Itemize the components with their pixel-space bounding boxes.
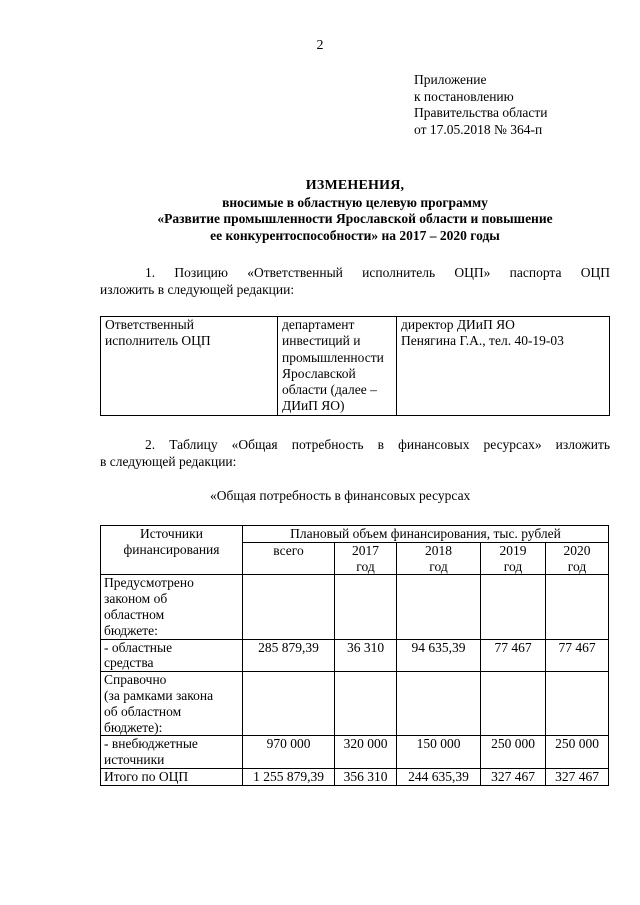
appendix-line: к постановлению: [414, 88, 514, 104]
value-cell: 77 467: [546, 639, 609, 672]
value-cell: 244 635,39: [397, 768, 481, 785]
cell-line: (за рамками закона: [104, 687, 214, 703]
header-plan-cell: Плановый объем финансирования, тыс. рублей: [243, 526, 609, 543]
table-row: [101, 672, 609, 736]
table-cell: [397, 672, 481, 736]
table-cell: [397, 575, 481, 639]
header-year-unit: год: [503, 558, 523, 574]
cell-line: Предусмотрено: [104, 575, 194, 591]
finance-table: [100, 525, 609, 786]
cell-line: области (далее –: [282, 382, 377, 398]
header-year: 2017: [352, 542, 379, 558]
table-cell: [243, 575, 335, 639]
value-cell: 36 310: [335, 639, 397, 672]
document-title: [100, 178, 610, 244]
table-title: «Общая потребность в финансовых ресурсах: [210, 488, 471, 503]
cell-line: источники: [104, 752, 165, 768]
cell-line: Справочно: [104, 672, 167, 688]
page-number: 2: [316, 38, 324, 53]
value-cell: 150 000: [397, 736, 481, 769]
header-year-unit: год: [567, 558, 587, 574]
cell-line: - внебюджетные: [104, 736, 198, 752]
value-cell: 77 467: [481, 639, 546, 672]
header-year: 2019: [499, 542, 527, 558]
paragraph-item-1: [100, 264, 610, 298]
paragraph-line: в следующей редакции:: [100, 454, 237, 469]
header-year: 2018: [425, 542, 452, 558]
header-year-cell: [397, 542, 481, 575]
table-cell: [546, 672, 609, 736]
table-cell: [481, 575, 546, 639]
cell-line: об областном: [104, 703, 182, 719]
cell-line: директор ДИиП ЯО: [401, 317, 515, 332]
value-cell: 327 467: [481, 768, 546, 785]
table-row-total: [101, 768, 609, 785]
header-year-cell: [481, 542, 546, 575]
title-line: «Развитие промышленности Ярославской области и повышение: [157, 211, 553, 227]
cell-line: бюджете:: [104, 622, 158, 638]
paragraph-line: 2. Таблицу «Общая потребность в финансовых ресурсах» изложить: [145, 437, 610, 452]
header-year-cell: [546, 542, 609, 575]
value-cell: 320 000: [335, 736, 397, 769]
cell-line: Ответственный: [105, 317, 194, 332]
appendix-line: Правительства области: [414, 105, 548, 120]
value-cell: 94 635,39: [397, 639, 481, 672]
title-line: вносимые в областную целевую программу: [222, 194, 488, 210]
cell-line: Ярославской: [282, 365, 356, 381]
table-row: [101, 639, 609, 672]
paragraph-line: изложить в следующей редакции:: [100, 282, 295, 297]
cell-line: департамент: [282, 317, 355, 332]
header-line: финансирования: [123, 541, 220, 557]
header-year-cell: [335, 542, 397, 575]
cell-line: бюджете):: [104, 719, 163, 735]
table-cell: [278, 317, 397, 416]
cell-line: - областные: [104, 639, 173, 655]
table-row: [101, 317, 610, 416]
table-cell: [335, 672, 397, 736]
value-cell: 250 000: [546, 736, 609, 769]
paragraph-line: 1. Позицию «Ответственный исполнитель ОЦП» паспорта ОЦП: [145, 265, 610, 280]
row-label-cell: Итого по ОЦП: [101, 768, 243, 785]
cell-line: инвестиций и: [282, 333, 361, 349]
header-total-cell: всего: [243, 542, 335, 575]
header-year: 2020: [563, 542, 591, 558]
table-cell: [397, 317, 610, 416]
value-cell-total: 970 000: [243, 736, 335, 769]
appendix-line: Приложение: [414, 72, 487, 87]
value-cell-total: 1 255 879,39: [243, 768, 335, 785]
appendix-header: [414, 72, 547, 138]
header-source-cell: [101, 526, 243, 575]
table-cell: [546, 575, 609, 639]
value-cell: 356 310: [335, 768, 397, 785]
cell-line: законом об: [104, 591, 168, 607]
header-year-unit: год: [429, 558, 448, 574]
value-cell-total: 285 879,39: [243, 639, 335, 672]
table-row: [101, 736, 609, 769]
cell-line: Пенягина Г.А., тел. 40-19-03: [401, 333, 564, 349]
title-main: ИЗМЕНЕНИЯ,: [305, 178, 405, 193]
cell-line: ДИиП ЯО): [282, 398, 345, 414]
cell-line: промышленности: [282, 349, 384, 365]
cell-line: исполнитель ОЦП: [105, 333, 211, 349]
table-cell: [101, 317, 278, 416]
section-label-cell: [101, 672, 243, 736]
value-cell: 327 467: [546, 768, 609, 785]
row-label-cell: [101, 639, 243, 672]
responsible-executor-table: [100, 316, 610, 416]
value-cell: 250 000: [481, 736, 546, 769]
table-cell: [243, 672, 335, 736]
header-line: Источники: [140, 526, 203, 541]
section-label-cell: [101, 575, 243, 639]
appendix-line: от 17.05.2018 № 364-п: [414, 121, 543, 137]
table-cell: [481, 672, 546, 736]
table-cell: [335, 575, 397, 639]
table-row: [101, 575, 609, 639]
table-header-row: [101, 526, 609, 543]
row-label-cell: [101, 736, 243, 769]
header-year-unit: год: [356, 558, 375, 574]
cell-line: средства: [104, 655, 154, 671]
cell-line: областном: [104, 606, 165, 622]
title-line: ее конкурентоспособности» на 2017 – 2020 годы: [210, 227, 500, 243]
paragraph-item-2: [100, 436, 610, 470]
